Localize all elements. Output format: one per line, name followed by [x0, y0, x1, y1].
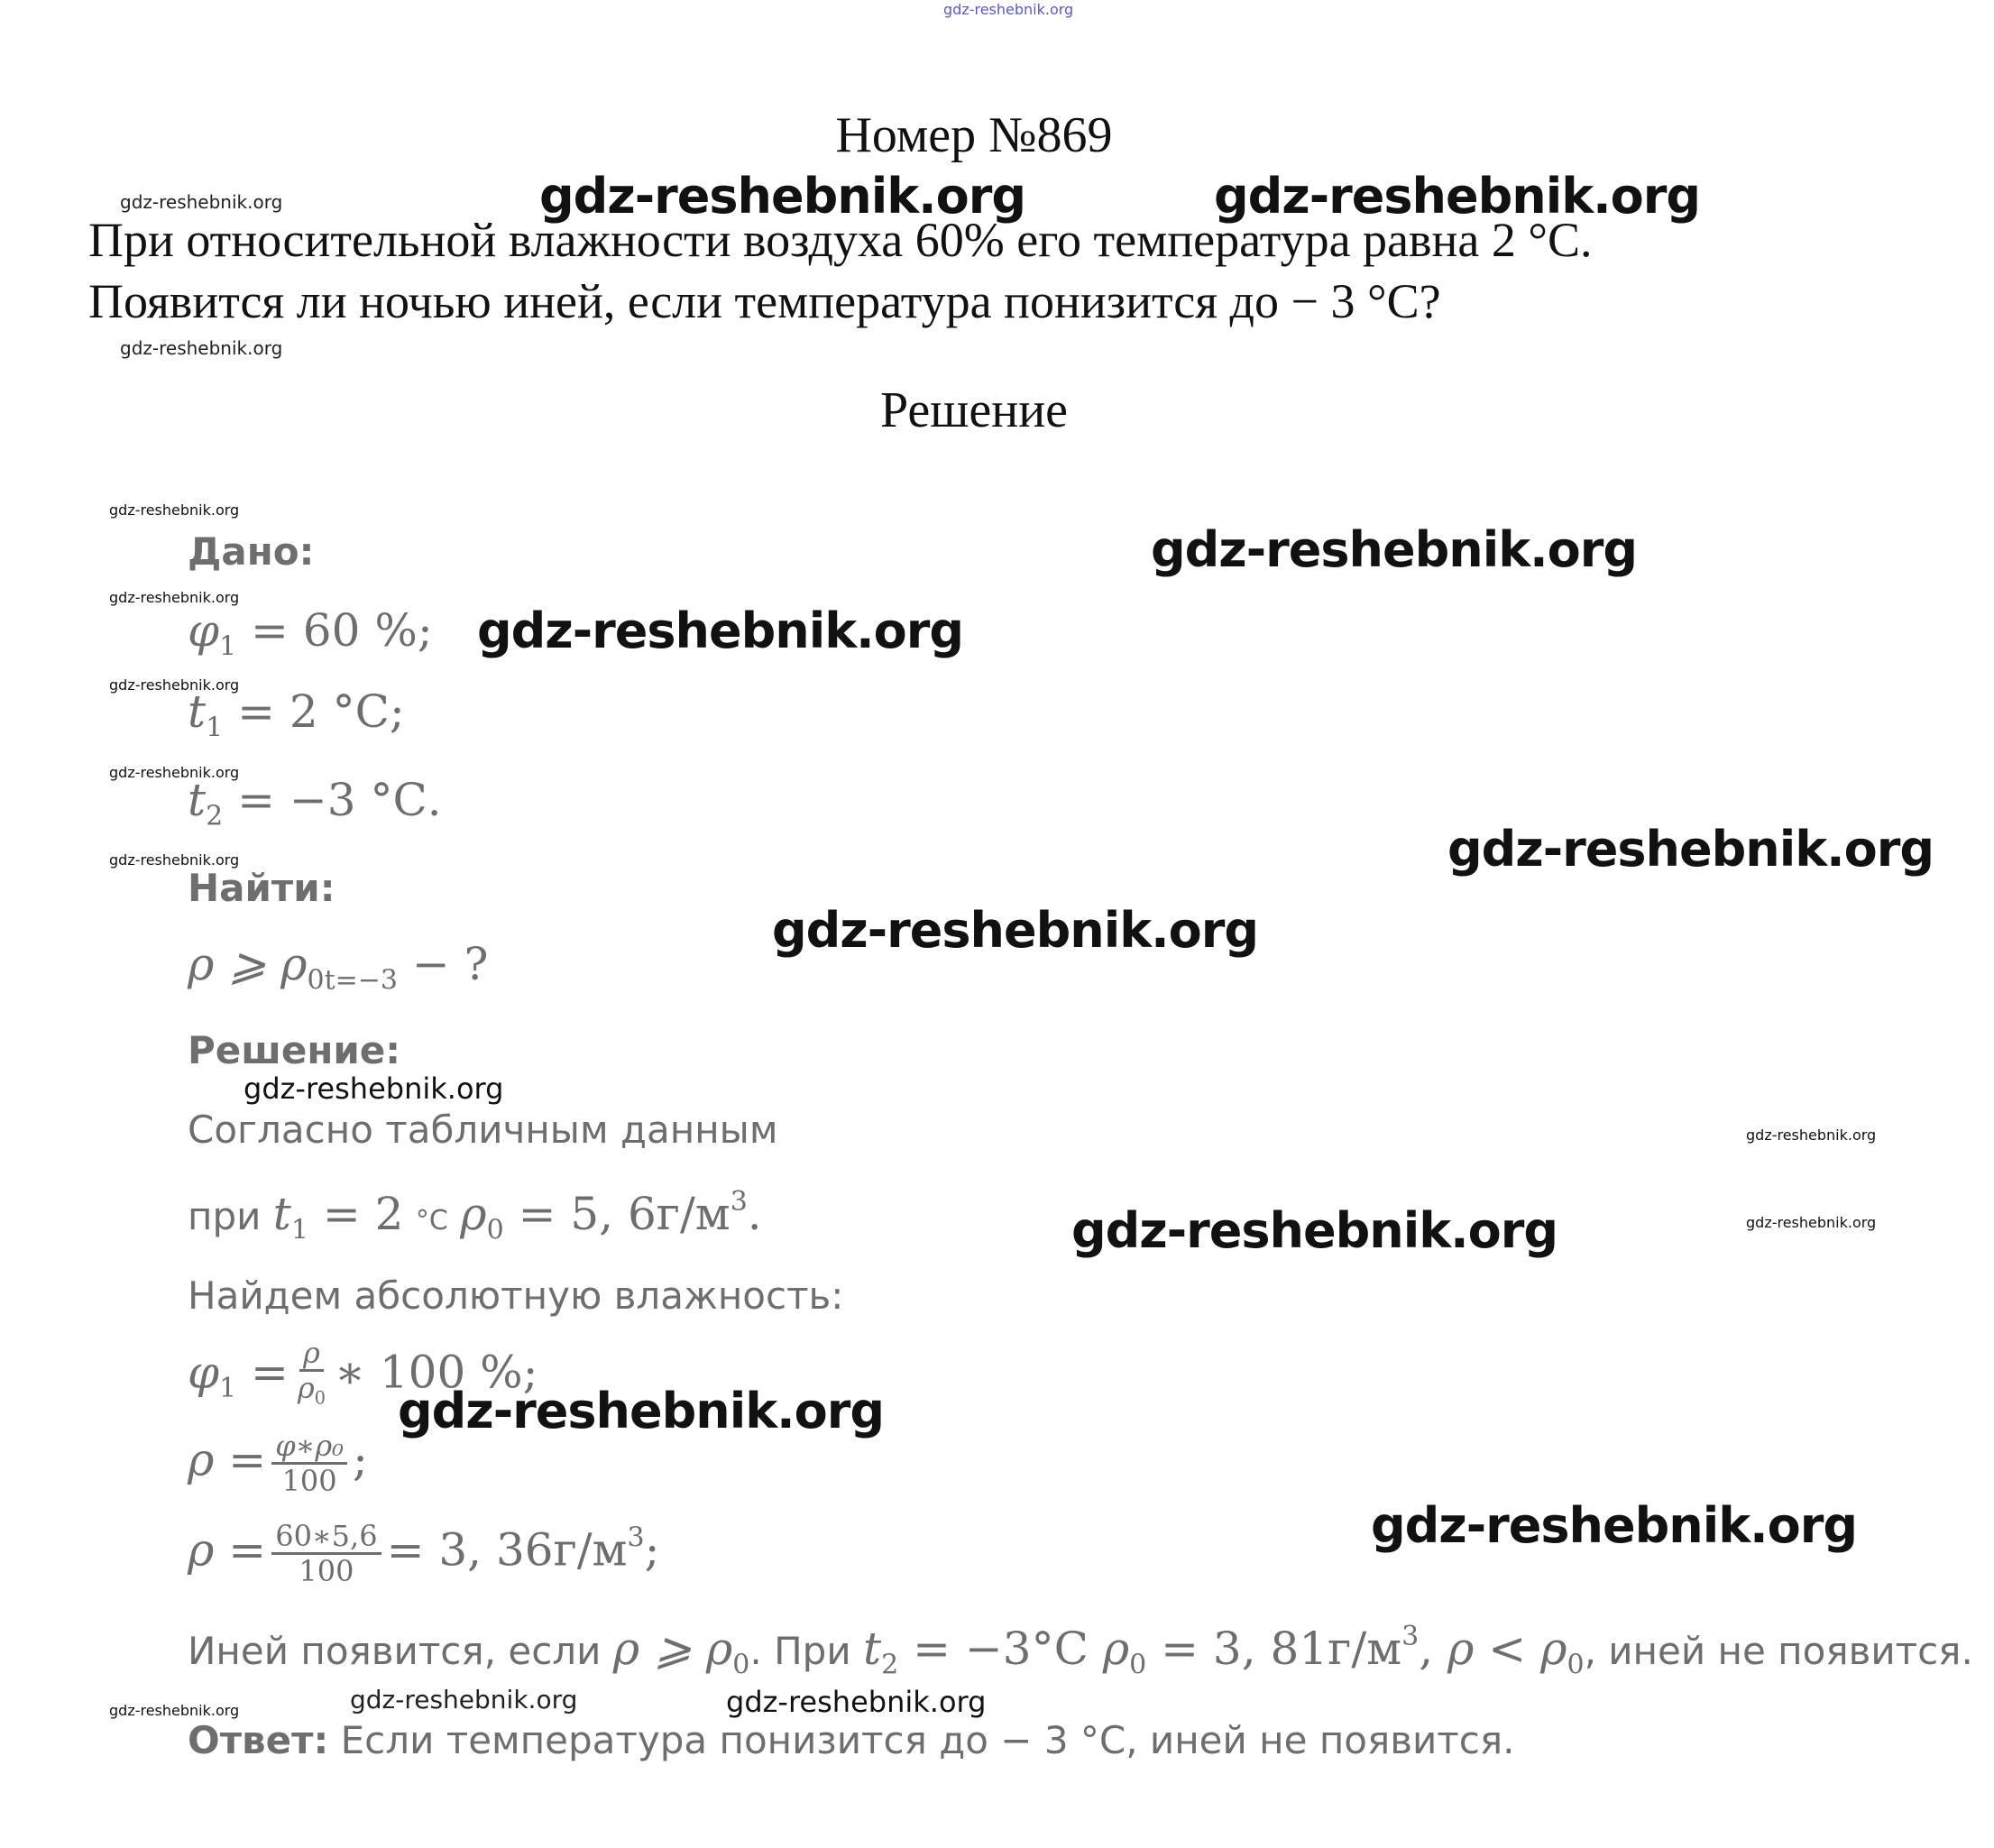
given-t2: $t_2 = -3$ °С. [188, 774, 442, 832]
problem-statement [88, 209, 1964, 332]
problem-line-2: Появится ли ночью иней, если температура понизится до − 3 °С? [88, 274, 1441, 328]
watermark-tiny: gdz-reshebnik.org [109, 1702, 240, 1719]
watermark-big: gdz-reshebnik.org [1214, 168, 1701, 225]
solution-line-2: при $t_1 = 2$ °С $\rho_0 = 5$, $6г/м^3$. [188, 1186, 762, 1246]
solution-title: Решение [879, 382, 1069, 438]
answer-text: Если температура понизится до − 3 °С, иней не появится. [340, 1718, 1515, 1762]
watermark-mid: gdz-reshebnik.org [726, 1685, 987, 1719]
formula-1: $\varphi_1$ = $\frac{\rho}{\rho_0}$ ∗ 100 %; [188, 1336, 538, 1409]
watermark-big: gdz-reshebnik.org [1371, 1497, 1858, 1554]
watermark-big: gdz-reshebnik.org [1151, 521, 1638, 578]
given-t1: $t_1 = 2$ °С; [188, 685, 405, 744]
find-label: Найти: [188, 866, 335, 910]
watermark-big: gdz-reshebnik.org [398, 1383, 885, 1439]
watermark-big: gdz-reshebnik.org [1071, 1202, 1558, 1259]
answer-label: Ответ: [188, 1718, 329, 1762]
solution-line-3: Найдем абсолютную влажность: [188, 1273, 844, 1318]
watermark-mid: gdz-reshebnik.org [244, 1071, 504, 1106]
solution-label: Решение: [188, 1028, 401, 1072]
answer-line [188, 1718, 1514, 1762]
watermark-tiny: gdz-reshebnik.org [109, 501, 240, 519]
watermark-tiny: gdz-reshebnik.org [1746, 1126, 1877, 1144]
solution-line-1: Согласно табличным данным [188, 1108, 778, 1152]
watermark-tiny: gdz-reshebnik.org [109, 851, 240, 869]
watermark-big: gdz-reshebnik.org [539, 168, 1026, 225]
watermark-tiny: gdz-reshebnik.org [109, 676, 240, 694]
watermark-big: gdz-reshebnik.org [1447, 821, 1934, 878]
find-expr: ρ ⩾ $\rho_{0t=-3}$ − ? [188, 938, 489, 997]
watermark-big: gdz-reshebnik.org [772, 902, 1259, 959]
solution-final-line: Иней появится, если ρ ⩾ $\rho_0$. При $t_2 = -3^\circ С$ $\rho_0 = 3$, $81г/м^3$, $\rho < \rho_0$, иней не появится. [188, 1621, 1973, 1681]
problem-line-1: При относительной влажности воздуха 60% его температура равна 2 °С. [88, 213, 1593, 267]
formula-3: ρ = $\frac{60∗5,6}{100}$ = 3, $36г/м^3$; [188, 1519, 660, 1588]
given-phi1: $\varphi_1 = 60$ %; [188, 604, 433, 663]
watermark-big: gdz-reshebnik.org [477, 602, 964, 659]
page-title: Номер №869 [835, 107, 1113, 163]
formula-2: ρ = $\frac{\text{φ∗ρ₀}}{100}$ ; [188, 1429, 368, 1498]
given-label: Дано: [188, 529, 315, 574]
watermark-tiny: gdz-reshebnik.org [109, 589, 240, 606]
watermark-tiny: gdz-reshebnik.org [1746, 1214, 1877, 1231]
watermark-tiny: gdz-reshebnik.org [109, 764, 240, 781]
watermark-small: gdz-reshebnik.org [120, 191, 283, 213]
watermark-small: gdz-reshebnik.org [350, 1685, 578, 1715]
header-watermark: gdz-reshebnik.org [943, 1, 1074, 18]
watermark-small: gdz-reshebnik.org [120, 337, 283, 359]
